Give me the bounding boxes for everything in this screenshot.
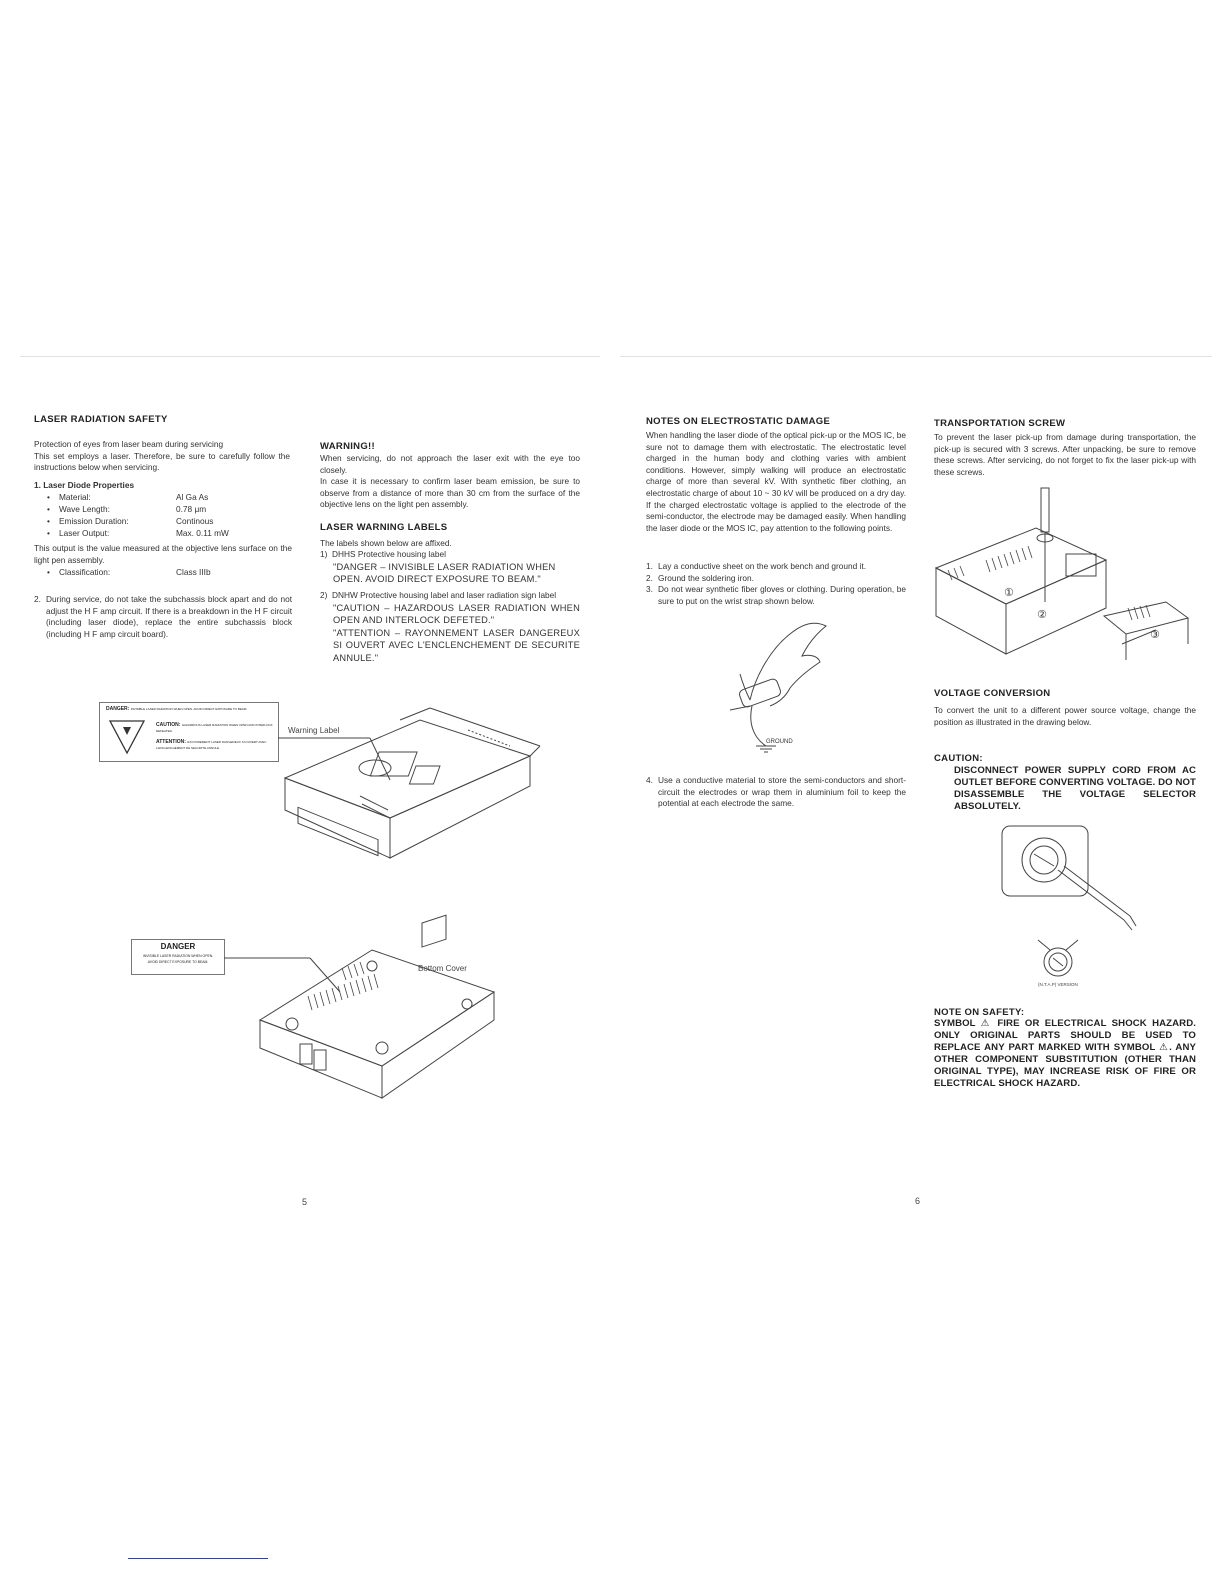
classification-row: • Classification: Class IIIb <box>47 567 211 578</box>
device-bottom-drawing <box>222 940 522 1120</box>
page-number-6: 6 <box>915 1196 921 1206</box>
section1-title: 1. Laser Diode Properties <box>34 480 135 490</box>
esd-list <box>646 561 906 607</box>
label-box-danger: DANGER: INVISIBLE LASER RADIATION WHEN OPEN. AVOID DIRECT EXPOSURE TO BEAM. <box>106 706 248 712</box>
safety-text: SYMBOL ⚠ FIRE OR ELECTRICAL SHOCK HAZARD. ONLY ORIGINAL PARTS SHOULD BE USED TO REPLACE ANY PART MARKED WITH SYMBOL ⚠. ANY OTHER COMPONENT SUBSTITUTION (OTHER THAN ORIGINAL TYPE), MAY INCREASE RISK OF FIRE OR ELECTRICAL SHOCK HAZARD. <box>934 1018 1196 1089</box>
caution-text: DISCONNECT POWER SUPPLY CORD FROM AC OUTLET BEFORE CONVERTING VOLTAGE. DO NOT DISASSEMBLE THE VOLTAGE SELECTOR ABSOLUTELY. <box>954 765 1196 812</box>
label-2: 2) DNHW Protective housing label and laser radiation sign label "CAUTION – HAZARDOUS LASER RADIATION WHEN OPEN AND INTERLOCK DEFETED." "ATTENTION – RAYONNEMENT LASER DANGEREUX SI OUVERT AVEC L'ENCLENCHEMENT DE SECURITE ANNULE." <box>320 590 580 663</box>
esd-item-3: 3. Do not wear synthetic fiber gloves or clothing. During operation, be sure to put on the wrist strap shown below. <box>646 584 906 606</box>
device-top-open-drawing <box>270 700 610 900</box>
label-box-attention: ATTENTION: RAYONNEMENT LASER DANGEREUX SI OUVERT AVEC L'ENCLENCHEMENT DE SECURITE ANNULE. <box>156 739 267 750</box>
warning-title: WARNING!! <box>320 441 375 452</box>
property-row: • Emission Duration: Continous <box>47 516 214 526</box>
bottom-cover-caption: Bottom Cover <box>418 964 467 973</box>
screw-mark-2: ② <box>1037 608 1047 621</box>
page-number-5: 5 <box>302 1197 308 1207</box>
laser-safety-title: LASER RADIATION SAFETY <box>34 414 168 425</box>
danger-line2: AVOID DIRECT EXPOSURE TO BEAM. <box>147 960 209 964</box>
voltage-caption: (N.T.A.P) VERSION <box>1038 982 1078 987</box>
laser-diode-section <box>34 479 292 578</box>
item-2: 2. During service, do not take the subchassis block apart and do not adjust the H F amp circuit. If there is a breakdown in the H F circuit (including laser diode), replace the entire subchassis block (including H F amp circuit board). <box>34 594 292 639</box>
transport-title: TRANSPORTATION SCREW <box>934 418 1066 429</box>
warning-text: When servicing, do not approach the laser exit with the eye too closely. In case it is necessary to confirm laser beam emission, be sure to observe from a distance of more than 30 cm from the surface of the objective lens on the light pen assembly. <box>320 453 580 510</box>
danger-line1: INVISIBLE LASER RADIATION WHEN OPEN. <box>142 954 214 958</box>
bottom-link-line <box>128 1558 268 1559</box>
screw-mark-1: ① <box>1004 586 1014 599</box>
laser-safety-intro: Protection of eyes from laser beam during servicing This set employs a laser. Therefore, be sure to carefully follow the instructions below when servicing. <box>34 439 290 473</box>
ground-label: GROUND <box>766 739 793 745</box>
danger-label-box <box>131 939 225 975</box>
voltage-title: VOLTAGE CONVERSION <box>934 688 1051 699</box>
output-note: This output is the value measured at the objective lens surface on the light pen assembly. <box>34 543 292 565</box>
esd-item-4: 4. Use a conductive material to store the semi-conductors and short-circuit the electrodes or wrap them in aluminium foil to keep the potential at each electrode the same. <box>646 775 906 809</box>
property-row: • Wave Length: 0.78 μm <box>47 504 207 514</box>
property-row: • Material: Al Ga As <box>47 492 209 502</box>
danger-title: DANGER <box>160 942 196 951</box>
caution-title: CAUTION: <box>934 753 983 764</box>
label-box-caution: CAUTION: HAZARDOUS LASER RADIATION WHEN OPEN AND INTERLOCK DEFEATED. <box>156 722 273 733</box>
labels-title: LASER WARNING LABELS <box>320 522 448 533</box>
labels-intro: The labels shown below are affixed. <box>320 538 452 548</box>
esd-item-2: 2. Ground the soldering iron. <box>646 572 754 583</box>
warning-label-caption: Warning Label <box>288 726 340 735</box>
voltage-text: To convert the unit to a different power source voltage, change the position as illustrated in the drawing below. <box>934 705 1196 727</box>
property-row: • Laser Output: Max. 0.11 mW <box>47 528 229 538</box>
screw-mark-3: ③ <box>1150 628 1160 641</box>
esd-title: NOTES ON ELECTROSTATIC DAMAGE <box>646 416 831 427</box>
laser-warning-triangle-icon <box>108 717 148 757</box>
transport-text: To prevent the laser pick-up from damage during transportation, the pick-up is secured with 3 screws. After unpacking, be sure to remove these screws. After servicing, do not forget to fix the laser pick-up with these screws. <box>934 432 1196 477</box>
warning-label-box <box>99 702 279 762</box>
safety-title: NOTE ON SAFETY: <box>934 1007 1025 1018</box>
esd-text: When handling the laser diode of the optical pick-up or the MOS IC, be sure not to damage them with electrostatic. The electrostatic level charged in the human body and clothing varies with ambient conditions. However, simply walking will produce an electrostatic charge of more than several kV. With synthetic fiber clothing, an electrostatic charge of about 10 ~ 30 kV will be produced on a dry day. If the charged electrostatic voltage is applied to the electrode of the semi-conductor, the electrode may be damaged easily. When handling the laser diode or the MOS IC, pay attention to the following points. <box>646 430 906 533</box>
voltage-dial-icon <box>1028 930 1108 990</box>
left-page-edge <box>20 356 600 357</box>
right-page-edge <box>620 356 1212 357</box>
esd-item-1: 1. Lay a conductive sheet on the work bench and ground it. <box>646 561 867 571</box>
label-1: 1) DHHS Protective housing label "DANGER – INVISIBLE LASER RADIATION WHEN OPEN. AVOID DIRECT EXPOSURE TO BEAM." <box>320 549 556 585</box>
transport-screw-drawing <box>926 484 1206 674</box>
